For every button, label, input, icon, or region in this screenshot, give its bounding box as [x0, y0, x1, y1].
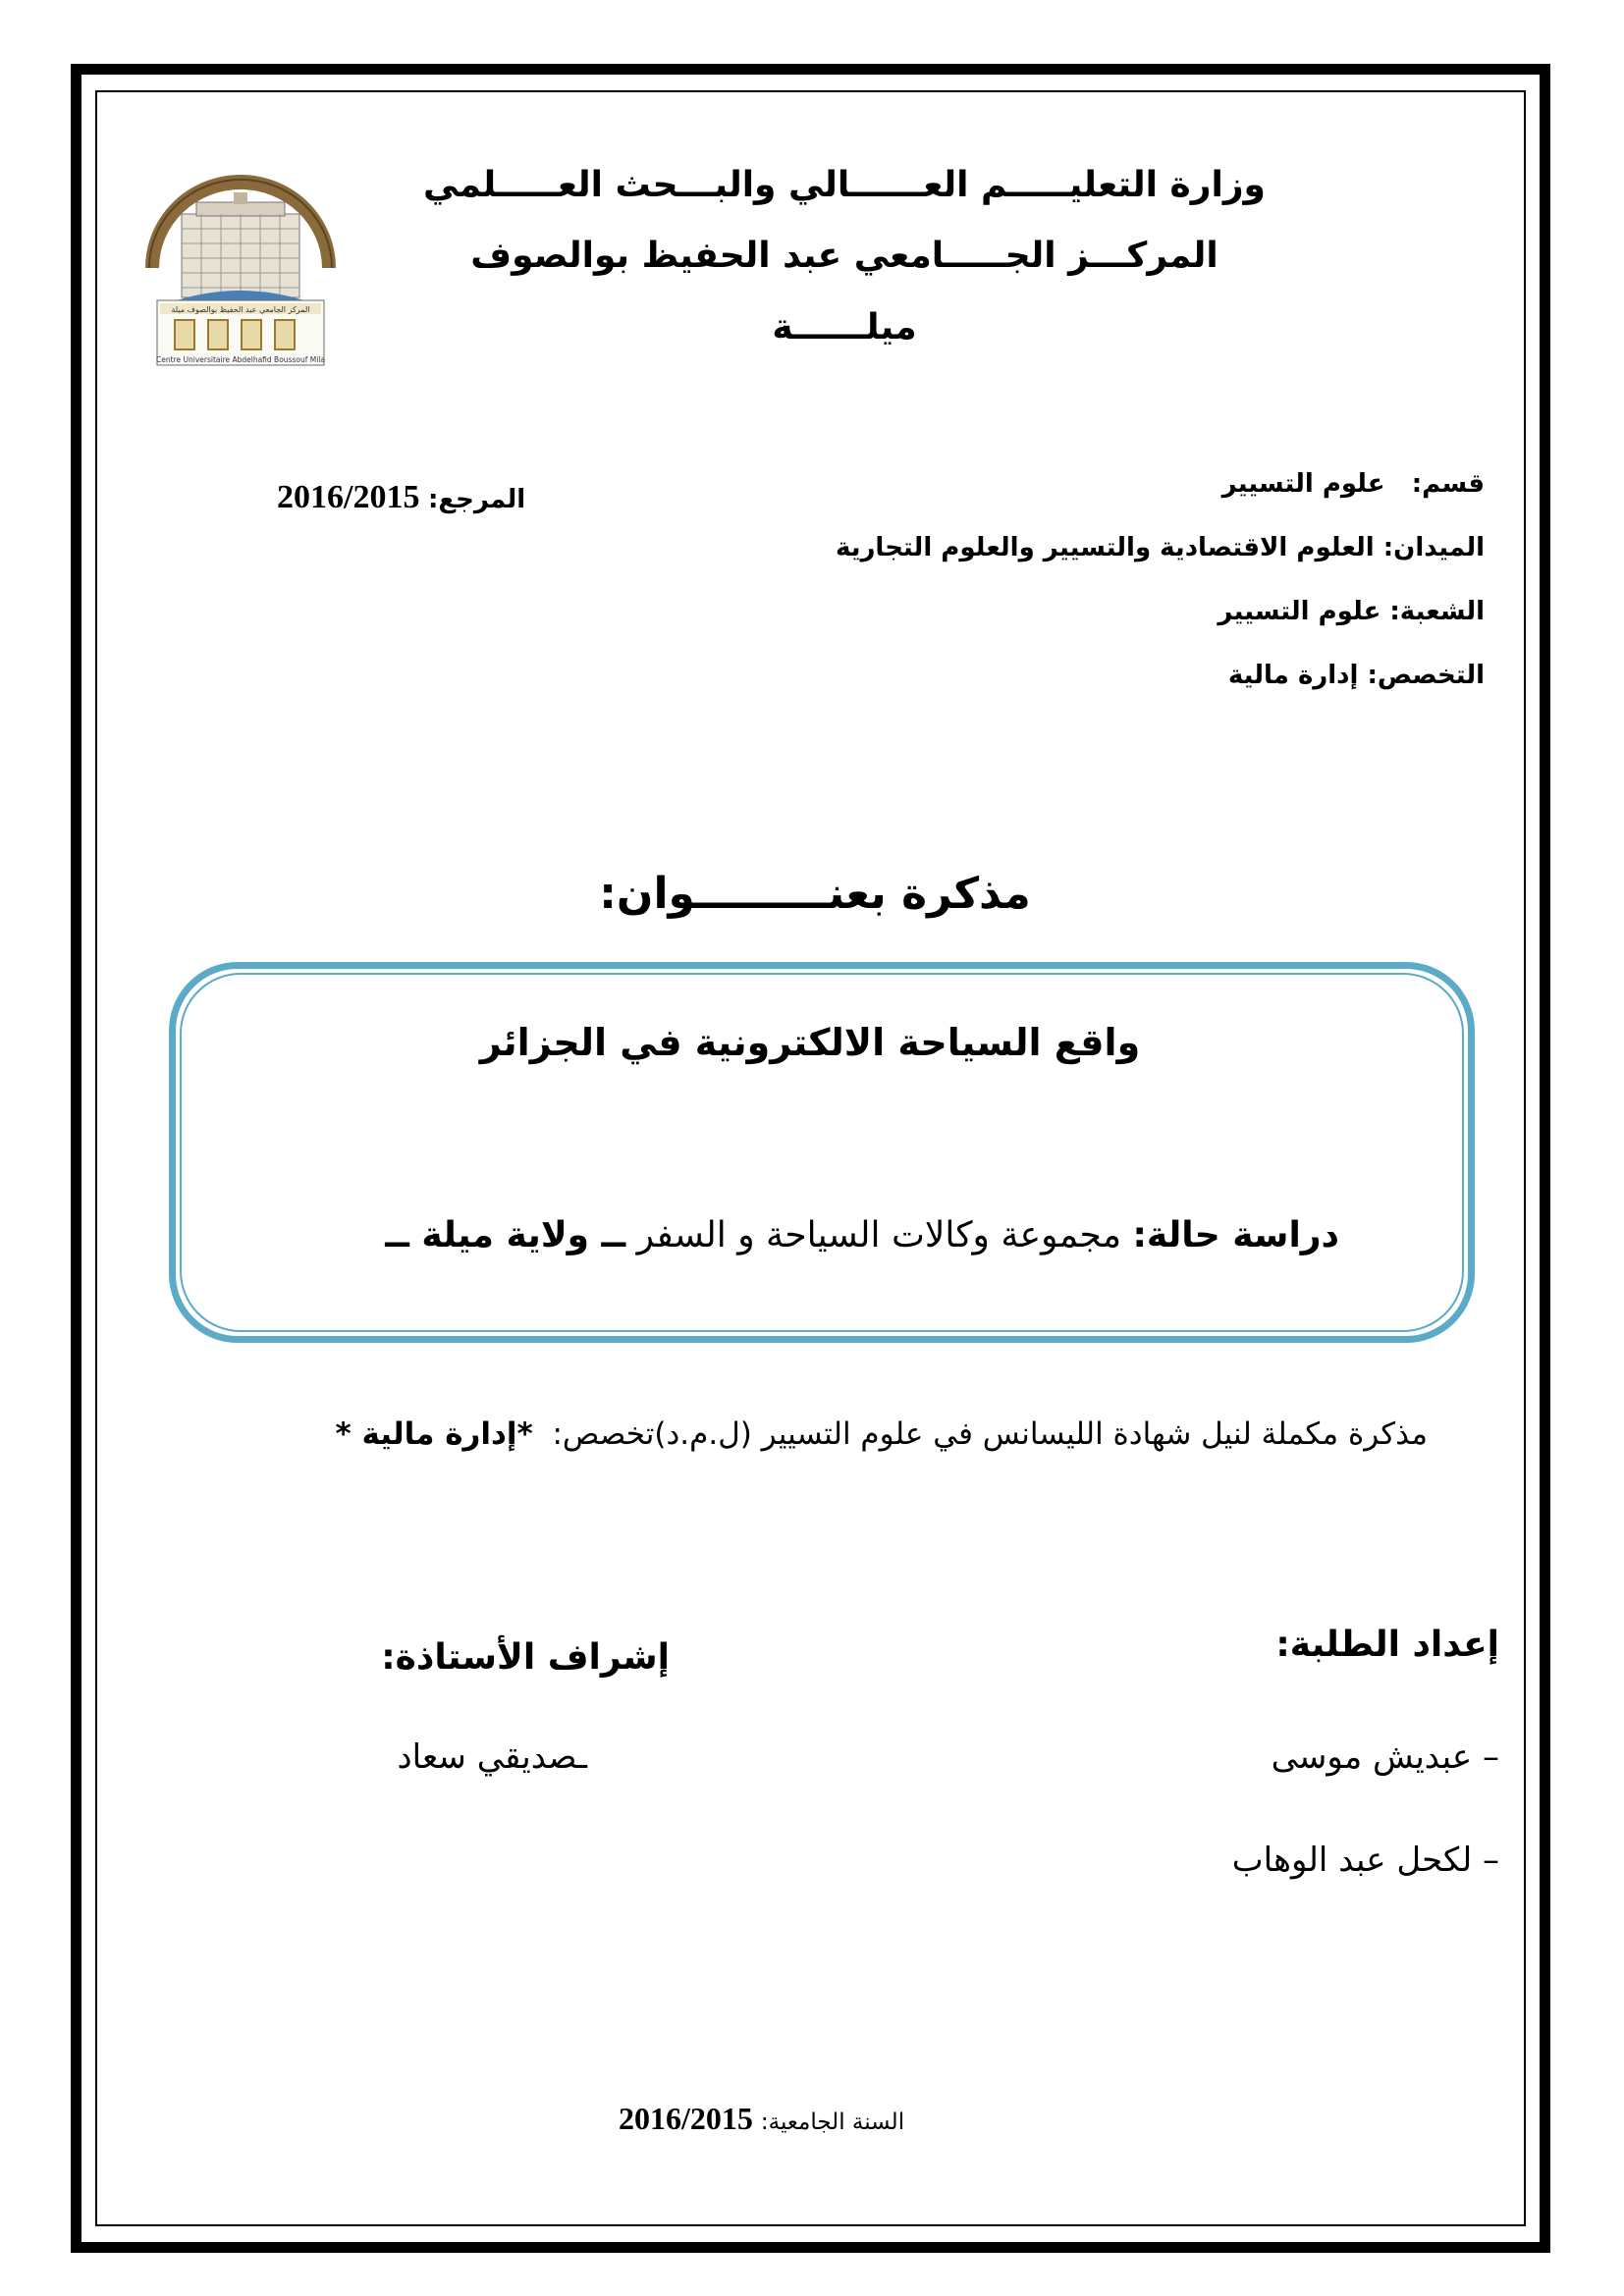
case-end: ــ ولاية ميلة ــ [385, 1215, 626, 1255]
academic-year-value: 2016/2015 [619, 2101, 753, 2136]
students-heading: إعداد الطلبة: [1275, 1625, 1499, 1665]
department-value: علوم التسيير [1221, 469, 1385, 499]
degree-specialty: *إدارة مالية * [335, 1416, 533, 1452]
department-line [1222, 469, 1485, 499]
case-label: دراسة حالة: [1132, 1215, 1339, 1255]
logo-caption-fr: Centre Universitaire Abdelhafid Boussouf Mila [156, 355, 325, 364]
center-title: المركـــز الجـــــامعي عبد الحفيظ بوالصوف [470, 236, 1218, 276]
thesis-title: واقع السياحة الالكترونية في الجزائر [479, 1021, 1141, 1064]
degree-line [336, 1416, 1429, 1452]
reference-label: المرجع: [427, 485, 526, 514]
reference-line [277, 479, 525, 516]
academic-year-label: السنة الجامعية: [760, 2109, 905, 2135]
supervisor-heading: إشراف الأستاذة: [381, 1637, 670, 1678]
branch-line: الشعبة: علوم التسيير [1218, 597, 1485, 626]
academic-year-line [619, 2101, 904, 2137]
specialty-line: التخصص: إدارة مالية [1227, 661, 1485, 690]
supervisor-name: ـصديقي سعاد [397, 1737, 587, 1777]
student-name-1: – عبديش موسى [1271, 1737, 1499, 1777]
city-title: ميلــــــة [772, 307, 917, 347]
case-body: مجموعة وكالات السياحة و السفر [636, 1215, 1122, 1255]
reference-value: 2016/2015 [277, 479, 420, 515]
memo-heading: مذكرة بعنـــــــــوان: [599, 869, 1031, 919]
student-name-2: – لكحل عبد الوهاب [1231, 1841, 1499, 1880]
case-study-line [385, 1215, 1339, 1255]
ministry-title: وزارة التعليـــــم العــــــالي والبـــحث العـــــلمي [423, 165, 1266, 205]
field-line: الميدان: العلوم الاقتصادية والتسيير والعلوم التجارية [835, 533, 1485, 562]
degree-text: مذكرة مكملة لنيل شهادة الليسانس في علوم التسيير (ل.م.د)تخصص: [552, 1416, 1428, 1452]
department-label: قسم: [1411, 469, 1485, 499]
university-logo [137, 175, 344, 371]
logo-caption-ar: المركز الجامعي عبد الحفيظ بوالصوف ميلة [171, 305, 310, 314]
